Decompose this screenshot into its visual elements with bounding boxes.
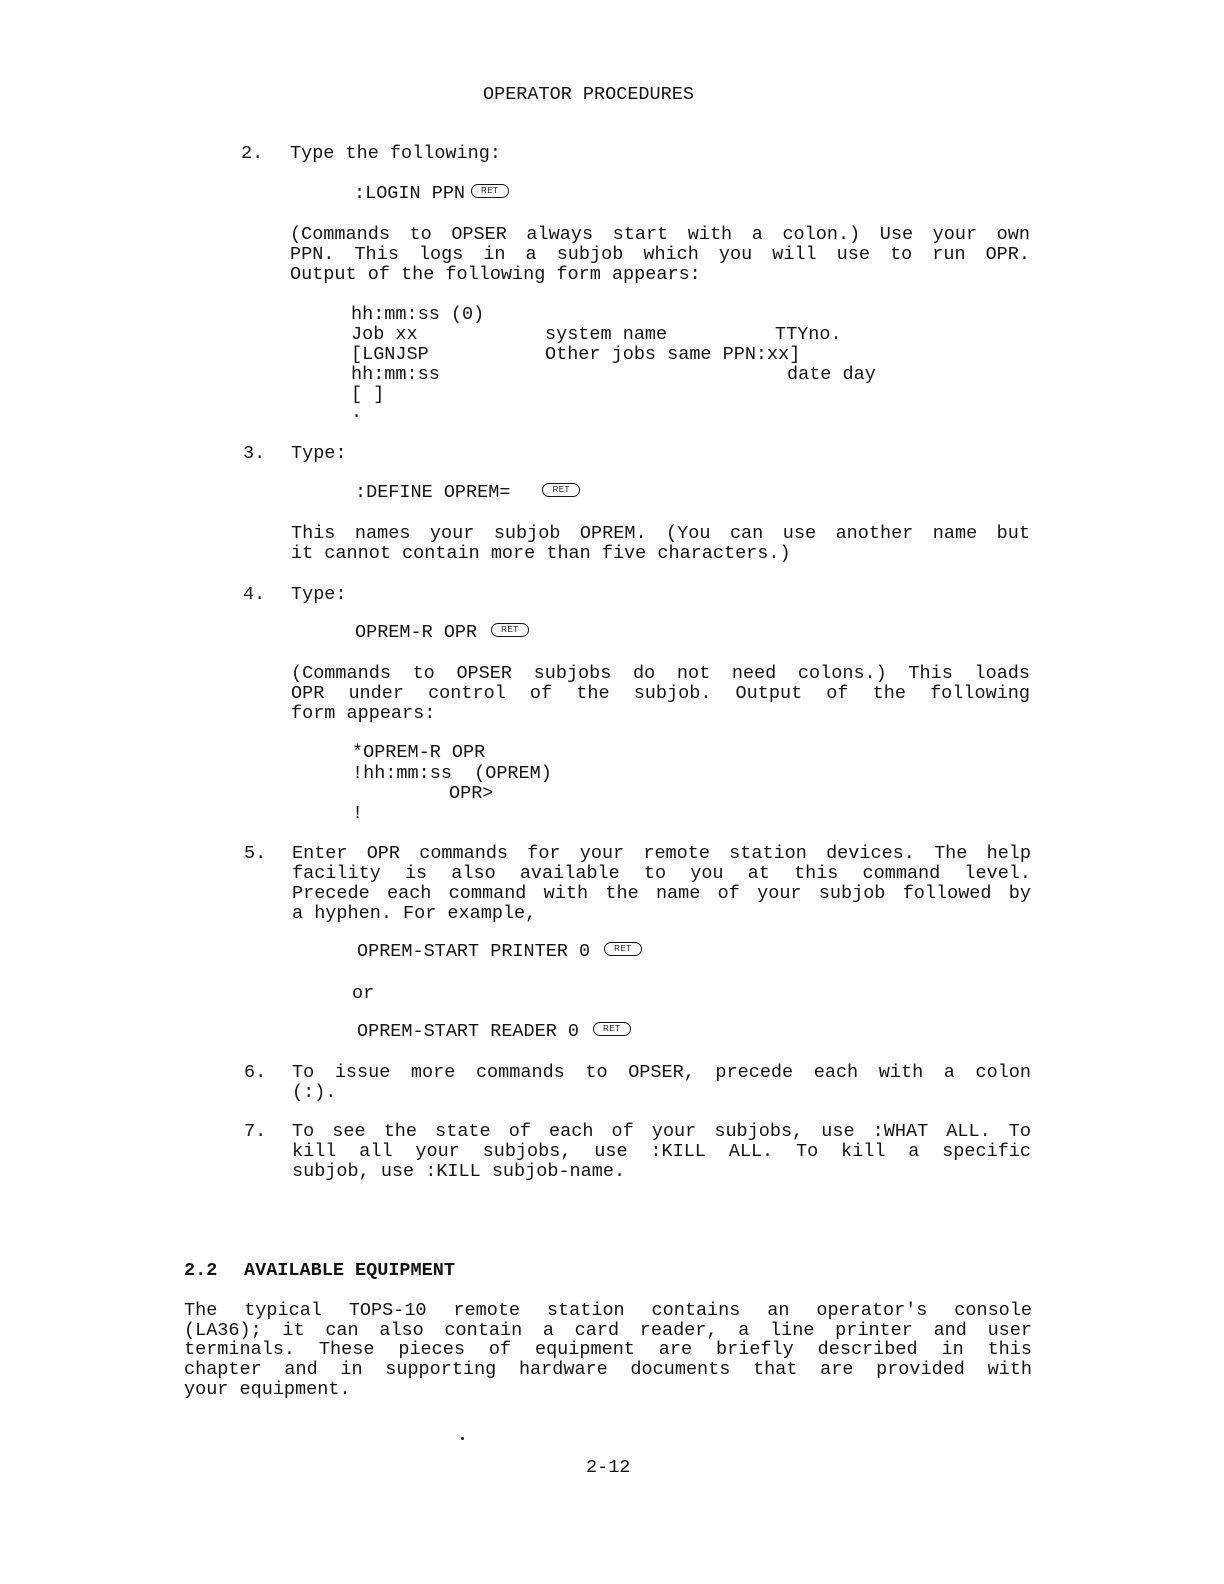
section-line-5: your equipment. [184, 1379, 351, 1400]
opr-output-line-2: !hh:mm:ss (OPREM) [352, 763, 552, 784]
step-7-desc-line-1: To see the state of each of your subjobs, use :WHAT ALL. To [292, 1121, 1031, 1142]
step-5-desc-line-3: Precede each command with the name of your subjob followed by [292, 883, 1031, 904]
step-2-number: 2. [241, 143, 264, 164]
step-5-desc-line-1: Enter OPR commands for your remote station devices. The help [292, 843, 1031, 864]
step-2-desc-line-2: PPN. This logs in a subjob which you will use to run OPR. [290, 244, 1030, 265]
return-key-icon: RET [593, 1022, 631, 1036]
step-4-desc-line-2: OPR under control of the subjob. Output of the following [291, 683, 1030, 704]
step-3-number: 3. [243, 443, 266, 464]
step-4-instruction: Type: [291, 584, 347, 605]
step-3-desc-line-2: it cannot contain more than five characters.) [291, 543, 791, 564]
opr-output-line-1: *OPREM-R OPR [352, 742, 486, 763]
step-6-desc-line-2: (:). [292, 1082, 337, 1103]
step-2-command [354, 184, 509, 204]
step-2-instruction: Type the following: [290, 143, 501, 164]
start-printer-text: OPREM-START PRINTER 0 [357, 941, 591, 962]
login-command: :LOGIN PPN [354, 183, 466, 204]
step-7-desc-line-3: subjob, use :KILL subjob-name. [292, 1161, 626, 1182]
step-5-desc-line-4: a hyphen. For example, [292, 903, 537, 924]
output-other-jobs: Other jobs same PPN:xx] [545, 344, 801, 365]
start-printer-command [357, 942, 642, 962]
return-key-icon: RET [491, 623, 529, 637]
step-2-desc-line-3: Output of the following form appears: [290, 264, 701, 285]
step-4-desc-line-1: (Commands to OPSER subjobs do not need colons.) This loads [291, 663, 1030, 684]
start-reader-command [357, 1022, 631, 1042]
output-date-day: date day [787, 364, 876, 385]
step-4-command [355, 623, 529, 643]
step-4-desc-line-3: form appears: [291, 703, 436, 724]
return-key-icon: RET [604, 942, 642, 956]
section-number: 2.2 [184, 1260, 218, 1281]
step-3-instruction: Type: [291, 443, 347, 464]
step-7-number: 7. [244, 1121, 267, 1142]
output-job-label: Job xx [351, 324, 418, 345]
step-5-desc-line-2: facility is also available to you at this command level. [292, 863, 1031, 884]
define-command: :DEFINE OPREM= [355, 482, 511, 503]
output-time-line-2: hh:mm:ss [351, 364, 440, 385]
opr-output-prompt: OPR> [449, 783, 494, 804]
output-tty-number: TTYno. [775, 324, 842, 345]
or-connector: or [352, 983, 375, 1004]
section-line-2: (LA36); it can also contain a card reader, a line printer and user [184, 1320, 1032, 1341]
step-3-command [355, 483, 580, 503]
output-brackets: [ ] [351, 384, 385, 405]
section-line-1: The typical TOPS-10 remote station contains an operator's console [184, 1300, 1032, 1321]
step-6-desc-line-1: To issue more commands to OPSER, precede each with a colon [292, 1062, 1031, 1083]
page-number: 2-12 [586, 1457, 631, 1478]
step-5-number: 5. [244, 843, 267, 864]
return-key-icon: RET [542, 483, 580, 497]
opr-run-command: OPREM-R OPR [355, 622, 478, 643]
output-lgnjsp: [LGNJSP [351, 344, 429, 365]
output-system-name: system name [545, 324, 668, 345]
step-7-desc-line-2: kill all your subjobs, use :KILL ALL. To kill a specific [292, 1141, 1031, 1162]
return-key-icon: RET [471, 184, 509, 198]
output-prompt-dot: . [351, 402, 363, 423]
step-6-number: 6. [244, 1062, 267, 1083]
section-title: AVAILABLE EQUIPMENT [244, 1260, 455, 1281]
step-4-number: 4. [243, 584, 266, 605]
opr-output-line-4: ! [352, 803, 364, 824]
section-line-4: chapter and in supporting hardware documents that are provided with [184, 1359, 1032, 1380]
step-3-desc-line-1: This names your subjob OPREM. (You can use another name but [291, 523, 1030, 544]
step-2-desc-line-1: (Commands to OPSER always start with a colon.) Use your own [290, 224, 1030, 245]
page-header-title: OPERATOR PROCEDURES [483, 84, 694, 105]
output-time-line: hh:mm:ss (0) [351, 304, 485, 325]
start-reader-text: OPREM-START READER 0 [357, 1021, 580, 1042]
section-line-3: terminals. These pieces of equipment are briefly described in this [184, 1339, 1032, 1360]
scan-speck [461, 1437, 464, 1440]
